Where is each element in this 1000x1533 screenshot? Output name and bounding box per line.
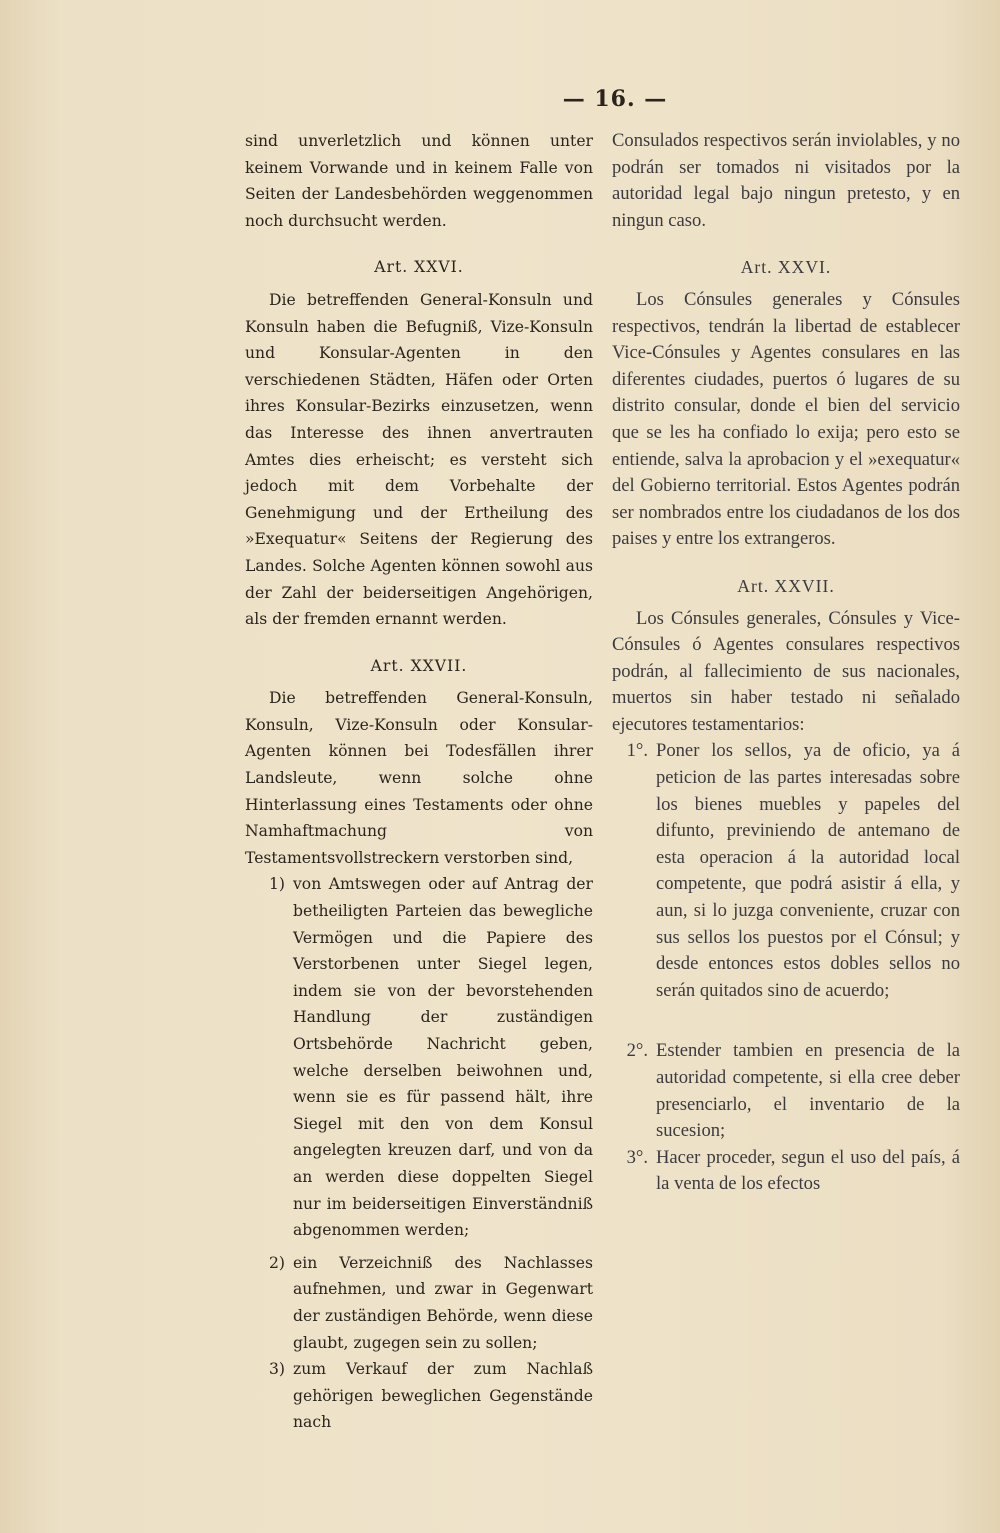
spanish-item-3-number: 3°.: [626, 1146, 648, 1168]
spanish-item-3-text: Hacer proceder, segun el uso del país, á la venta de los efectos: [656, 1146, 960, 1195]
german-article-27-text: Die betreffenden General-Konsuln, Konsuln, Vize-Konsuln oder Konsular-Agenten können bei Todesfällen ihrer Landsleute, wenn solche ohne Hinterlassung eines Testaments oder ohne Namhaftmachung von Testamentsvollstreckern verstorben sind,: [245, 689, 593, 867]
spanish-article-27-text: Los Cónsules generales, Cónsules y Vice-Cónsules ó Agentes consulares respectivos podrán, al fallecimiento de sus nacionales, muertos sin haber testado ni señalado ejecutores testamentarios:: [612, 607, 960, 735]
spanish-list-item-3: [612, 1145, 960, 1198]
spanish-item-1-number: 1°.: [626, 740, 648, 762]
spanish-item-1-text: Poner los sellos, ya de oficio, ya á peticion de las partes interesadas sobre los bienes muebles y papeles del difunto, previniendo de antemano de esta operacion á la autoridad local competente, que podrá asistir á ella, y aun, si lo juzga conveniente, cruzar con sus sellos los puestos por el Cónsul; y desde entonces estos dobles sellos no serán quitados sino de acuerdo;: [656, 740, 960, 1001]
german-item-3-number: 3): [268, 1360, 285, 1379]
german-intro-paragraph: sind unverletzlich und können unter keinem Vorwande und in keinem Falle von Seiten der Landesbehörden weggenommen noch durchsucht werden.: [245, 132, 593, 230]
german-article-26-title: Art. XXVI.: [374, 258, 464, 277]
german-list-item-2: [245, 1250, 593, 1356]
spanish-item-2-text: Estender tambien en presencia de la autoridad competente, si ella cree deber presenciarlo, el inventario de la sucesion;: [656, 1040, 960, 1142]
spanish-article-27-title: Art. XXVII.: [737, 575, 835, 596]
spanish-list-item-2: [612, 1038, 960, 1144]
german-list-item-3: [245, 1356, 593, 1436]
spanish-column: [612, 128, 960, 1198]
spanish-intro-paragraph: Consulados respectivos serán inviolables, y no podrán ser tomados ni visitados por la autoridad legal bajo ningun pretesto, y en ningun caso.: [612, 130, 960, 231]
german-item-1-text: von Amtswegen oder auf Antrag der betheiligten Parteien das bewegliche Vermögen und die Papiere des Verstorbenen unter Siegel legen, indem sie von der bevorstehenden Handlung der zuständigen Ortsbehörde Nachricht geben, welche derselben beiwohnen und, wenn sie es für passend hält, ihre Siegel mit den von dem Konsul angelegten kreuzen darf, und von da an werden diese doppelten Siegel nur im beiderseitigen Einverständniß abgenommen werden;: [293, 875, 593, 1240]
spanish-list-item-1: [612, 738, 960, 1004]
spanish-article-26-title: Art. XXVI.: [740, 257, 832, 278]
german-article-27-title: Art. XXVII.: [370, 656, 468, 675]
german-list-item-1: [245, 871, 593, 1243]
spanish-item-2-number: 2°.: [626, 1040, 648, 1062]
german-item-3-text: zum Verkauf der zum Nachlaß gehörigen beweglichen Gegenstände nach: [293, 1360, 593, 1432]
german-item-2-text: ein Verzeichniß des Nachlasses aufnehmen, und zwar in Gegenwart der zuständigen Behörde, wenn diese glaubt, zugegen sein zu sollen;: [293, 1253, 593, 1352]
german-column: [245, 128, 593, 1436]
spanish-article-26-text: Los Cónsules generales y Cónsules respectivos, tendrán la libertad de establecer Vice-Cónsules y Agentes consulares en las diferentes ciudades, puertos ó lugares de su distrito consular, donde el bien del servicio que se les ha confiado lo exija; pero esto se entiende, salva la aprobacion y el »exequatur« del Gobierno territorial. Estos Agentes podrán ser nombrados entre los ciudadanos de los dos paises y entre los extrangeros.: [612, 288, 960, 550]
german-article-26-text: Die betreffenden General-Konsuln und Konsuln haben die Befugniß, Vize-Konsuln und Konsular-Agenten in den verschiedenen Städten, Häfen oder Orten ihres Konsular-Bezirks einzusetzen, wenn das Interesse des ihnen anvertrauten Amtes dies erheischt; es versteht sich jedoch mit dem Vorbehalte der Genehmigung und der Ertheilung des »Exequatur« Seitens der Regierung des Landes. Solche Agenten können sowohl aus der Zahl der beiderseitigen Angehörigen, als der fremden ernannt werden.: [245, 290, 593, 629]
german-item-2-number: 2): [268, 1253, 285, 1272]
german-item-1-number: 1): [268, 875, 285, 894]
page-number: — 16. —: [562, 86, 668, 112]
